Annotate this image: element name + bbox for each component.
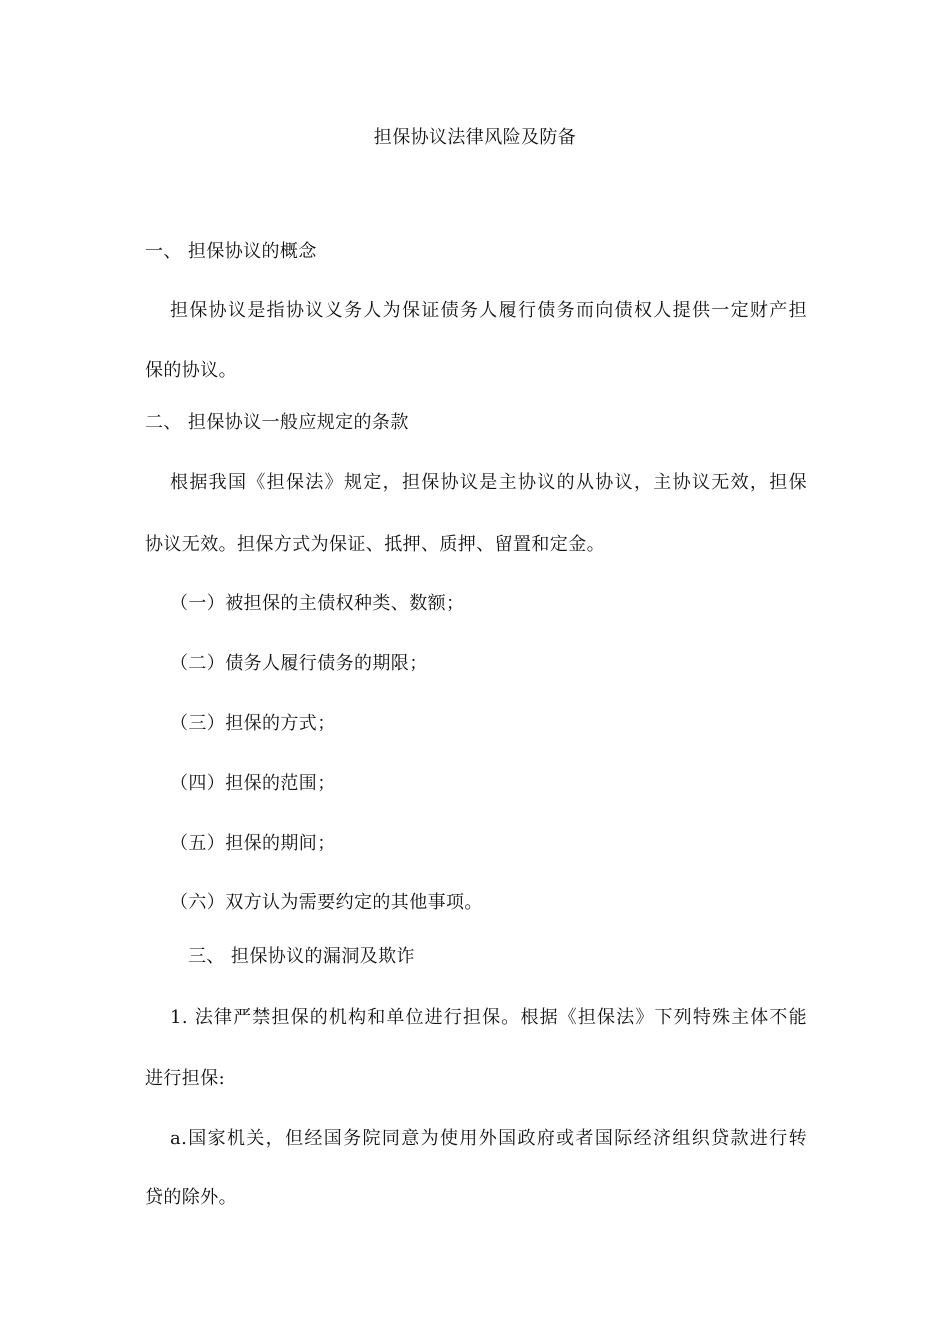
point-a-line-1: a.国家机关，但经国务院同意为使用外国政府或者国际经济组织贷款进行转	[170, 1128, 807, 1149]
document-title: 担保协议法律风险及防备	[373, 127, 577, 148]
section-1-heading: 一、 担保协议的概念	[145, 241, 317, 262]
section-2-paragraph-line-1: 根据我国《担保法》规定，担保协议是主协议的从协议，主协议无效，担保	[170, 472, 807, 493]
list-item: （三）担保的方式；	[170, 713, 336, 734]
section-1-paragraph-line-1: 担保协议是指协议义务人为保证债务人履行债务而向债权人提供一定财产担	[170, 300, 807, 321]
list-item: （一）被担保的主债权种类、数额；	[170, 593, 465, 614]
list-item: （六）双方认为需要约定的其他事项。	[170, 892, 483, 913]
list-item: （五）担保的期间；	[170, 833, 336, 854]
section-2-paragraph-line-2: 协议无效。担保方式为保证、抵押、质押、留置和定金。	[145, 534, 605, 555]
list-item: （四）担保的范围；	[170, 773, 336, 794]
point-a-line-2: 贷的除外。	[145, 1187, 237, 1208]
point-1-line-1: 1. 法律严禁担保的机构和单位进行担保。根据《担保法》下列特殊主体不能	[170, 1007, 807, 1028]
section-1-paragraph-line-2: 保的协议。	[145, 360, 237, 381]
section-2-heading: 二、 担保协议一般应规定的条款	[145, 412, 409, 433]
section-3-heading: 三、 担保协议的漏洞及欺诈	[188, 946, 415, 967]
point-1-line-2: 进行担保:	[145, 1068, 226, 1089]
list-item: （二）债务人履行债务的期限；	[170, 653, 428, 674]
